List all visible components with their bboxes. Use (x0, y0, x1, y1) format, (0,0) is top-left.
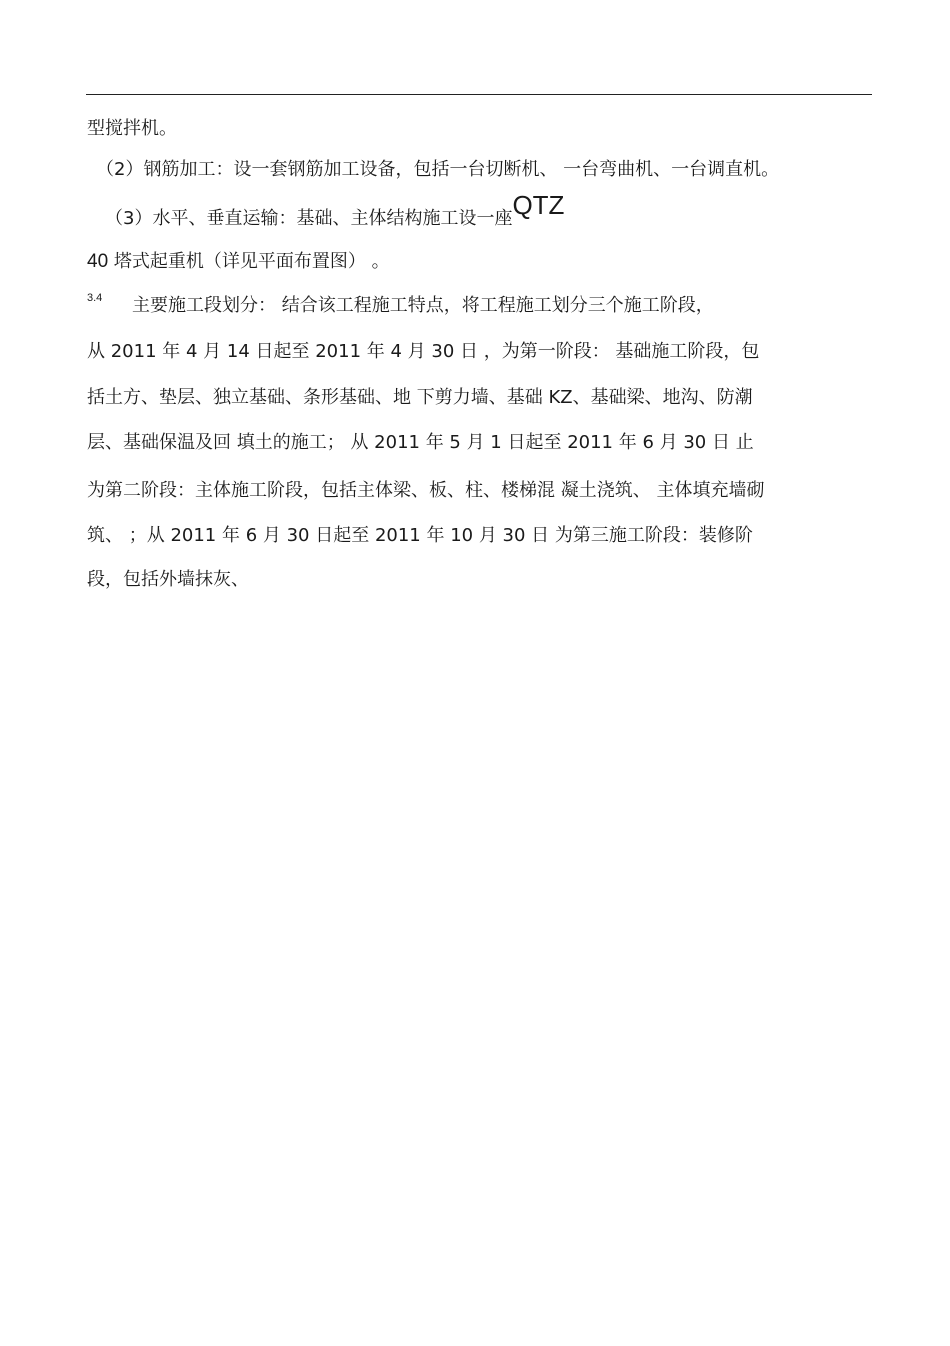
text-line-3-main: （3）水平、垂直运输：基础、主体结构施工设一座 (105, 208, 513, 229)
text-line-3-model: QTZ (512, 190, 565, 220)
text-line-4 (87, 250, 390, 274)
text-line-4-main: 塔式起重机（详见平面布置图） 。 (108, 251, 390, 272)
text-line-8: 层、基础保温及回 填土的施工； 从 2011 年 5 月 1 日起至 2011 年 6 月 30 日 止 (87, 432, 754, 453)
text-line-7: 括土方、垫层、独立基础、条形基础、地 下剪力墙、基础 KZ、基础梁、地沟、防潮 (87, 387, 753, 408)
header-rule (86, 94, 872, 95)
text-line-6: 从 2011 年 4 月 14 日起至 2011 年 4 月 30 日 ，为第一阶段： 基础施工阶段，包 (87, 341, 760, 362)
text-line-3 (105, 190, 565, 231)
text-line-1: 型搅拌机。 (87, 118, 177, 139)
section-number: 3.4 (87, 292, 103, 304)
text-line-4-num: 40 (87, 251, 109, 272)
text-line-9: 为第二阶段：主体施工阶段，包括主体梁、板、柱、楼梯混 凝土浇筑、 主体填充墙砌 (87, 480, 765, 501)
text-line-5: 主要施工段划分： 结合该工程施工特点，将工程施工划分三个施工阶段， (132, 295, 714, 316)
text-line-2: （2）钢筋加工：设一套钢筋加工设备，包括一台切断机、 一台弯曲机、一台调直机。 (96, 159, 780, 180)
text-line-10: 筑、 ；从 2011 年 6 月 30 日起至 2011 年 10 月 30 日 为第三施工阶段：装修阶 (87, 525, 753, 546)
text-line-11: 段，包括外墙抹灰、 (87, 569, 249, 590)
